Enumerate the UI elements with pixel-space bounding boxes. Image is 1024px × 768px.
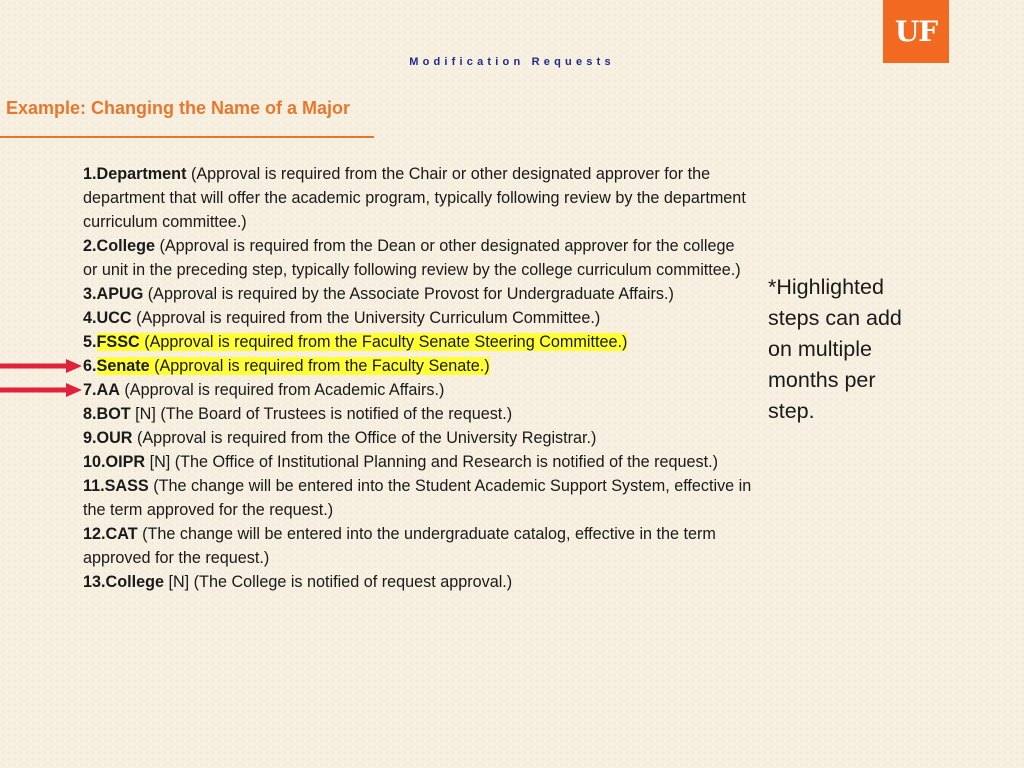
step-description: (Approval is required from the Faculty Senate.) [149,357,490,375]
arrow-right-icon [0,383,82,397]
step-description: (Approval is required by the Associate Provost for Undergraduate Affairs.) [143,285,674,303]
step-item [83,474,753,522]
step-item [83,522,753,570]
step-number: 9. [83,429,97,447]
step-name: SASS [104,477,149,495]
step-name: APUG [96,285,144,303]
step-name: CAT [105,525,138,543]
step-item [83,282,753,306]
step-description: (Approval is required from the Chair or other designated approver for the department that will offer the academic program, typically following review by the department curriculum committee.) [83,165,746,231]
step-number: 1. [83,165,97,183]
step-number: 3. [83,285,97,303]
step-item-highlighted [83,354,753,378]
uf-logo: UF [883,0,949,63]
step-description: [N] (The Board of Trustees is notified of the request.) [130,405,513,423]
step-description: [N] (The College is notified of request approval.) [163,573,513,591]
arrow-right-icon [0,359,82,373]
step-number: 11. [83,477,105,495]
step-description: (Approval is required from the Office of the University Registrar.) [132,429,597,447]
step-name: OUR [96,429,133,447]
step-item [83,402,753,426]
step-number: 2. [83,237,97,255]
step-description: (The change will be entered into the undergraduate catalog, effective in the term approved for the request.) [83,525,716,567]
step-name: College [96,237,155,255]
step-item [83,234,753,282]
step-item [83,162,753,234]
slide-subtitle: Example: Changing the Name of a Major [6,98,351,118]
step-description: (The change will be entered into the Student Academic Support System, effective in the term approved for the request.) [83,477,752,519]
steps-list [83,162,753,594]
step-item-highlighted [83,330,753,354]
step-number: 8. [83,405,97,423]
step-number: 12. [83,525,106,543]
highlight-note: *Highlighted steps can add on multiple months per step. [768,275,902,423]
step-name: AA [96,381,120,399]
step-description: (Approval is required from Academic Affairs.) [119,381,445,399]
step-name: BOT [96,405,131,423]
step-item [83,306,753,330]
step-number: 6. [83,357,97,375]
step-number: 7. [83,381,97,399]
step-item [83,426,753,450]
step-number: 13. [83,573,106,591]
step-name: FSSC [96,333,140,351]
step-description: (Approval is required from the Dean or other designated approver for the college or unit in the preceding step, typically following review by the college curriculum committee.) [83,237,741,279]
step-number: 5. [83,333,97,351]
step-item [83,450,753,474]
step-item [83,570,753,594]
step-name: Senate [96,357,150,375]
step-item [83,378,753,402]
slide-header-title: Modification Requests [409,56,615,68]
step-name: College [105,573,164,591]
step-name: UCC [96,309,132,327]
subtitle-underline [0,136,374,138]
step-number: 10. [83,453,106,471]
step-number: 4. [83,309,97,327]
step-name: OIPR [105,453,146,471]
step-description: [N] (The Office of Institutional Planning and Research is notified of the request.) [145,453,718,471]
step-description: (Approval is required from the Faculty Senate Steering Committee.) [139,333,628,351]
step-name: Department [96,165,187,183]
step-description: (Approval is required from the University Curriculum Committee.) [131,309,601,327]
